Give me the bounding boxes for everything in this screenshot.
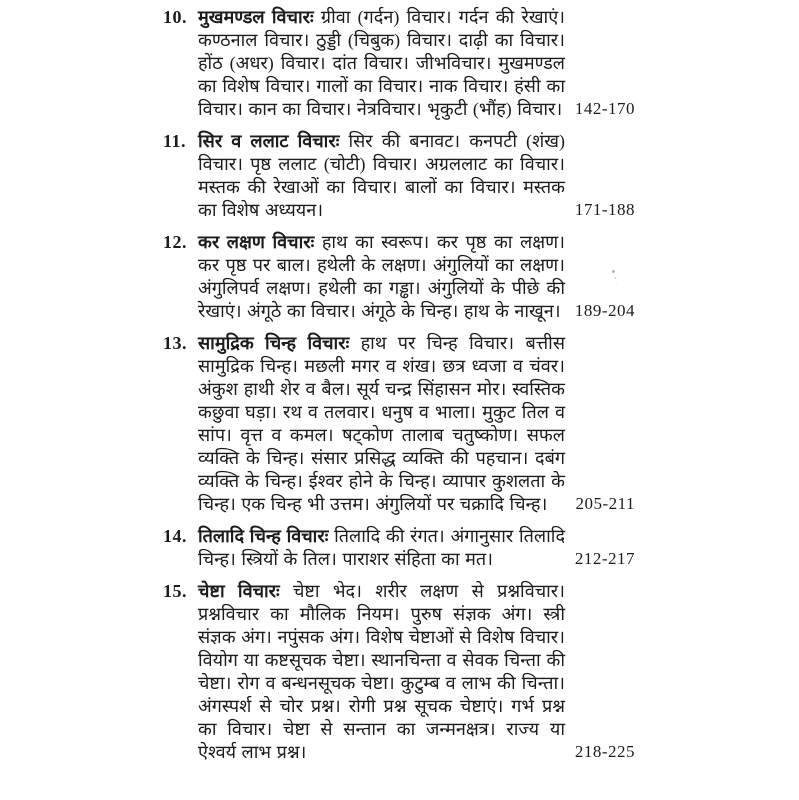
entry-number: 15. [163,581,187,601]
entry-page-range: 218-225 [574,742,635,761]
entry-text [198,525,565,571]
entry-text [198,231,565,323]
entry-text [198,130,565,222]
entry-page-range: 171-188 [574,200,635,219]
entry-number: 14. [163,526,187,546]
entry-number: 10. [163,7,187,27]
entry-number: 12. [163,232,187,252]
entry-title: कर लक्षण विचारः [198,232,315,252]
entry-number: 13. [163,333,187,353]
toc-entry-12 [163,231,635,323]
entry-description: हाथ पर चिन्ह विचार। बत्तीस सामुद्रिक चिन्ह। मछली मगर व शंख। छत्र ध्वजा व चंवर। अंकुश हाथी शेर व बैल। सूर्य चन्द्र सिंहासन मोर। स्वस्तिक कछुवा घड़ा। रथ व तलवार। धनुष व भाला। मुकुट तिल व सांप। वृत्त व कमल। षट्कोण तालाब चतुष्कोण। सफल व्यक्ति के चिन्ह। संसार प्रसिद्ध व्यक्ति की पहचान। दबंग व्यक्ति के चिन्ह। ईश्वर होने के चिन्ह। व्यापार कुशलता के चिन्ह। एक चिन्ह भी उत्तम। अंगुलियों पर चक्रादि चिन्ह। [198,333,565,514]
toc-content-block [163,6,635,773]
entry-description: ग्रीवा (गर्दन) विचार। गर्दन की रेखाएं। कण्ठनाल विचार। ठुड्डी (चिबुक) विचार। दाढ़ी का विचार। होंठ (अधर) विचार। दांत विचार। जीभविचार। मुखमण्डल का विशेष विचार। गालों का विचार। नाक विचार। हंसी का विचार। कान का विचार। नेत्रविचार। भृकुटी (भौंह) विचार। [198,7,565,119]
entry-page-range: 212-217 [574,549,635,568]
entry-title: सामुद्रिक चिन्ह विचारः [198,333,350,353]
entry-description: चेष्टा भेद। शरीर लक्षण से प्रश्नविचार। प्रश्नविचार का मौलिक नियम। पुरुष संज्ञक अंग। स्त्री संज्ञक अंग। नपुंसक अंग। विशेष चेष्टाओं से विशेष विचार। वियोग या कष्टसूचक चेष्टा। स्थानचिन्ता व सेवक चिन्ता की चेष्टा। रोग व बन्धनसूचक चेष्टा। कुटुम्ब व लाभ की चिन्ता। अंगस्पर्श से चोर प्रश्न। रोगी प्रश्न सूचक चेष्टाएं। गर्भ प्रश्न का विचार। चेष्टा से सन्तान का जन्मनक्षत्र। राज्य या ऐश्वर्य लाभ प्रश्न। [198,581,565,762]
toc-entry-15 [163,580,635,764]
entry-title: सिर व ललाट विचारः [198,131,340,151]
toc-entry-14 [163,525,635,571]
entry-page-range: 205-211 [575,494,635,513]
toc-entry-13 [163,332,635,516]
entry-description: सिर की बनावट। कनपटी (शंख) विचार। पृष्ठ ललाट (चोटी) विचार। अग्रललाट का विचार। मस्तक की रेखाओं का विचार। बालों का विचार। मस्तक का विशेष अध्ययन। [198,131,566,220]
entry-page-range: 189-204 [574,301,635,320]
entry-text [198,580,565,764]
entry-description: तिलादि की रंगत। अंगानुसार तिलादि चिन्ह। स्त्रियों के तिल। पाराशर संहिता का मत। [198,526,566,569]
entry-text [198,6,565,121]
entry-description: हाथ का स्वरूप। कर पृष्ठ का लक्षण। कर पृष्ठ पर बाल। हथेली के लक्षण। अंगुलियों का लक्षण। अंगुलिपर्व लक्षण। हथेली का गड्ढा। अंगुलियों के पीछे की रेखाएं। अंगूठे का विचार। अंगूठे के चिन्ह। हाथ के नाखून। [198,232,566,321]
entry-text [198,332,565,516]
entry-page-range: 142-170 [574,99,635,118]
entry-title: तिलादि चिन्ह विचारः [198,526,329,546]
entry-title: चेष्टा विचारः [198,581,280,601]
entry-number: 11. [163,131,187,151]
entry-title: मुखमण्डल विचारः [198,7,314,27]
toc-entry-11 [163,130,635,222]
toc-entry-10 [163,6,635,121]
